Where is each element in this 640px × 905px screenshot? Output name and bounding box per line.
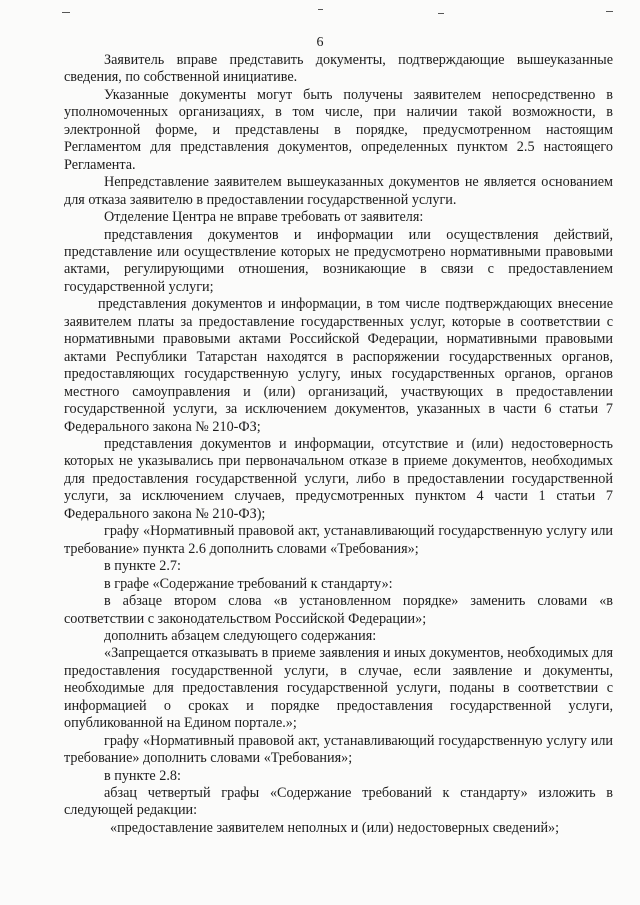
- paragraph: представления документов и информации, в том числе подтверждающих внесение заявителем платы за предоставление государственных услуг, которые в соответствии с нормативными правовыми актами Российской Федерации, нормативными правовыми актами Республики Татарстан находятся в распоряжении государственных органов, предоставляющих государственную услугу, иных государственных органов, органов местного самоуправления и (или) организаций, участвующих в предоставлении государственной услуги, за исключением документов, указанных в части 6 статьи 7 Федерального закона № 210-ФЗ;: [64, 296, 613, 435]
- paragraph: графу «Нормативный правовой акт, устанавливающий государственную услугу или требование» дополнить словами «Требования»;: [64, 732, 613, 767]
- paragraph: абзац четвертый графы «Содержание требований к стандарту» изложить в следующей редакции:: [64, 785, 613, 819]
- paragraph: дополнить абзацем следующего содержания:: [104, 627, 377, 644]
- document-body: [64, 52, 613, 837]
- paragraph: в пункте 2.7:: [104, 558, 181, 575]
- scan-mark: [318, 9, 323, 10]
- scan-mark: [62, 12, 70, 13]
- paragraph: в графе «Содержание требований к стандарту»:: [104, 575, 393, 592]
- paragraph: «предоставление заявителем неполных и (или) недостоверных сведений»;: [110, 819, 560, 836]
- scan-mark: [606, 11, 613, 12]
- paragraph: в абзаце втором слова «в установленном порядке» заменить словами «в соответствии с законодательством Российской Федерации»;: [64, 593, 613, 627]
- paragraph: в пункте 2.8:: [104, 767, 181, 784]
- paragraph: Заявитель вправе представить документы, подтверждающие вышеуказанные сведения, по собственной инициативе.: [64, 52, 613, 86]
- scan-mark: [438, 13, 444, 14]
- page-number: 6: [316, 35, 324, 50]
- paragraph: Непредставление заявителем вышеуказанных документов не является основанием для отказа заявителю в предоставлении государственной услуги.: [64, 174, 613, 208]
- paragraph: Отделение Центра не вправе требовать от заявителя:: [104, 209, 424, 226]
- paragraph: «Запрещается отказывать в приеме заявления и иных документов, необходимых для предоставления государственной услуги, в случае, если заявление и документы, необходимые для предоставления государственной услуги, поданы в соответствии с информацией о сроках и порядке предоставления государственной услуги, опубликованной на Едином портале.»;: [64, 645, 613, 732]
- paragraph: представления документов и информации или осуществления действий, представление или осуществление которых не предусмотрено нормативными правовыми актами, регулирующими отношения, возникающие в связи с предоставлением государственной услуги;: [64, 226, 613, 295]
- paragraph: представления документов и информации, отсутствие и (или) недостоверность которых не указывались при первоначальном отказе в приеме документов, необходимых для предоставления государственной услуги, либо в предоставлении государственной услуги, за исключением случаев, предусмотренных пунктом 4 части 1 статьи 7 Федерального закона № 210-ФЗ);: [64, 435, 613, 522]
- paragraph: графу «Нормативный правовой акт, устанавливающий государственную услугу или требование» пункта 2.6 дополнить словами «Требования»;: [64, 523, 613, 557]
- paragraph: Указанные документы могут быть получены заявителем непосредственно в уполномоченных организациях, в том числе, при наличии такой возможности, в электронной форме, и представлены в порядке, предусмотренном настоящим Регламентом для представления документов, определенных пунктом 2.5 настоящего Регламента.: [64, 86, 613, 173]
